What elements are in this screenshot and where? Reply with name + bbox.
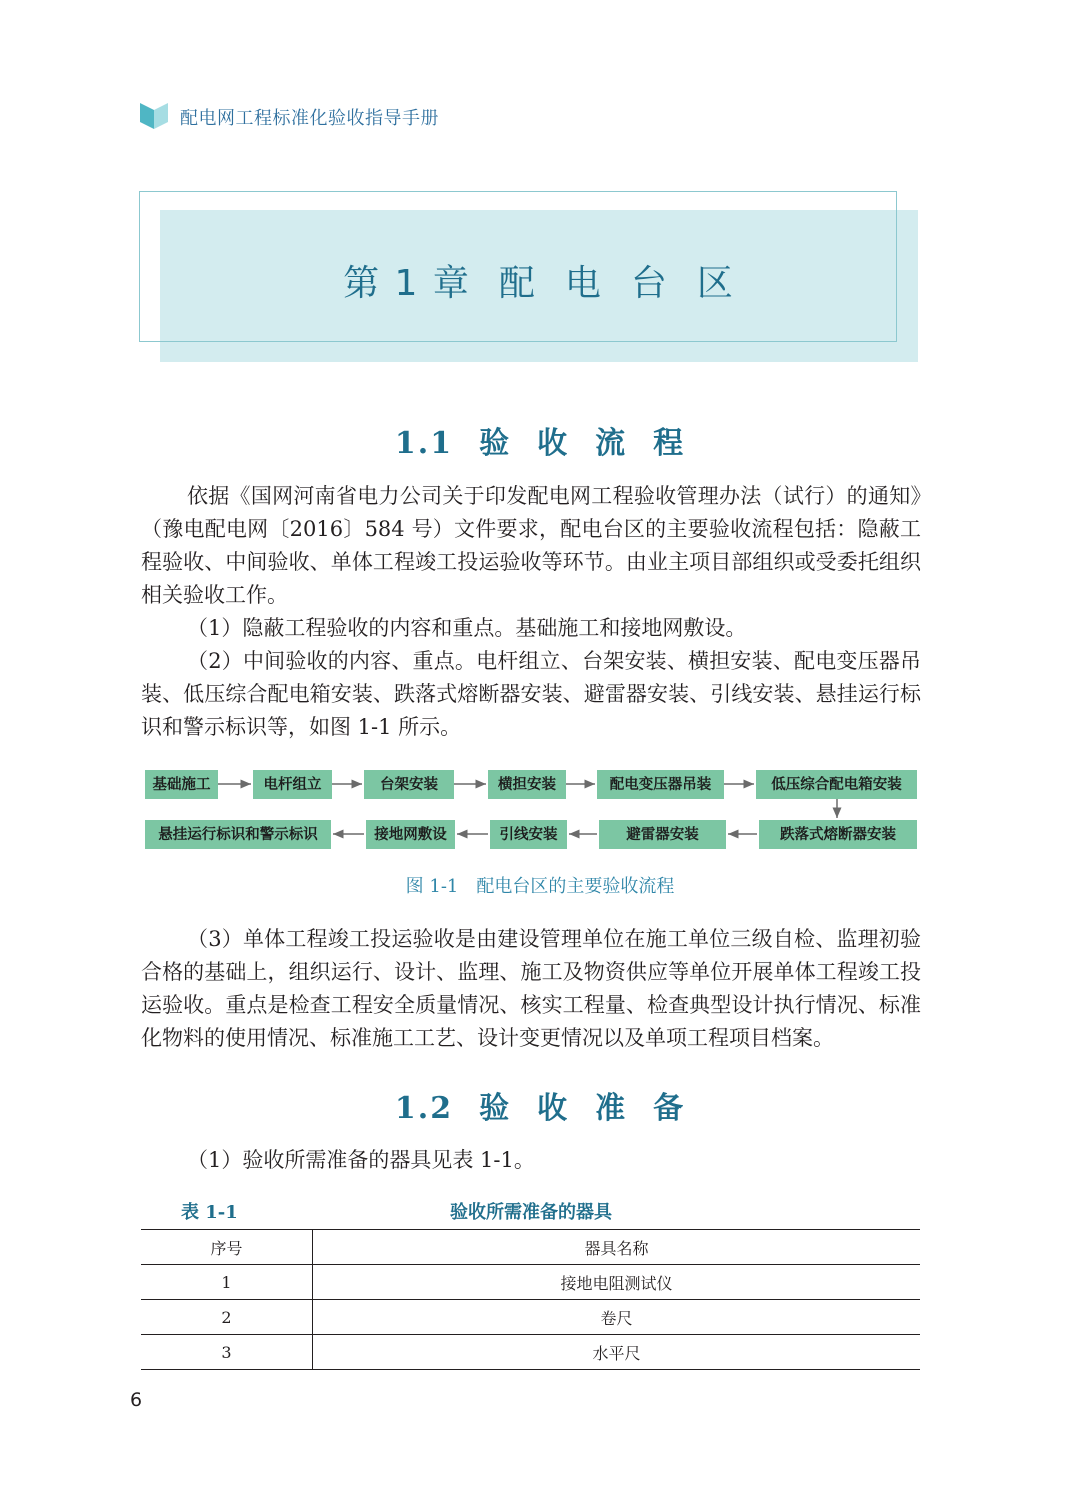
table-cell-name: 接地电阻测试仪	[313, 1265, 921, 1300]
section-title-char: 收	[537, 1091, 570, 1126]
flow-step-crossarm: 横担安装	[488, 770, 566, 799]
table-cell-index: 1	[141, 1265, 313, 1300]
table-title: 验收所需准备的器具	[450, 1202, 612, 1223]
paragraph-item-2: （2）中间验收的内容、重点。电杆组立、台架安装、横担安装、配电变压器吊装、低压综合配电箱安装、跌落式熔断器安装、避雷器安装、引线安装、悬挂运行标识和警示标识等，如图 1-1 所示。	[141, 649, 921, 739]
chapter-title-char: 电	[564, 263, 603, 304]
section-title-char: 准	[595, 1091, 628, 1126]
section-title-char: 验	[479, 426, 512, 461]
section-number: 1.1	[394, 426, 454, 461]
flow-step-fuse: 跌落式熔断器安装	[759, 820, 917, 849]
chapter-title-char: 配	[498, 263, 537, 304]
paragraph-tools-intro: （1）验收所需准备的器具见表 1-1。	[187, 1148, 535, 1172]
flow-step-leads: 引线安装	[490, 820, 567, 849]
table-header-index: 序号	[141, 1230, 313, 1265]
section-title-char: 流	[595, 426, 628, 461]
section-title-char: 程	[653, 426, 686, 461]
flow-step-transformer: 配电变压器吊装	[597, 770, 724, 799]
flow-step-foundation: 基础施工	[145, 770, 218, 799]
paragraph-item-3: （3）单体工程竣工投运验收是由建设管理单位在施工单位三级自检、监理初验合格的基础上，组织运行、设计、监理、施工及物资供应等单位开展单体工程竣工投运验收。重点是检查工程安全质量情况、核实工程量、检查典型设计执行情况、标准化物料的使用情况、标准施工工艺、设计变更情况以及单项工程项目档案。	[141, 927, 921, 1050]
table-label: 表 1-1	[181, 1202, 238, 1223]
flow-step-grounding: 接地网敷设	[366, 820, 455, 849]
table-cell-name: 卷尺	[313, 1300, 921, 1335]
table-header-row	[141, 1230, 920, 1265]
flow-step-lv-box: 低压综合配电箱安装	[756, 770, 917, 799]
figure-caption-text: 配电台区的主要验收流程	[476, 876, 675, 897]
book-title: 配电网工程标准化验收指导手册	[180, 108, 439, 129]
paragraph-intro: 依据《国网河南省电力公司关于印发配电网工程验收管理办法（试行）的通知》（豫电配电网〔2016〕584 号）文件要求，配电台区的主要验收流程包括：隐蔽工程验收、中间验收、单体工程竣工投运验收等环节。由业主项目部组织或受委托组织相关验收工作。	[141, 484, 921, 607]
paragraph-item-1: （1）隐蔽工程验收的内容和重点。基础施工和接地网敷设。	[187, 616, 747, 640]
table-row	[141, 1335, 920, 1370]
flow-step-arrester: 避雷器安装	[599, 820, 726, 849]
table-row	[141, 1300, 920, 1335]
table-cell-index: 2	[141, 1300, 313, 1335]
chapter-number: 第 1 章	[343, 263, 471, 304]
table-row	[141, 1265, 920, 1300]
section-title-char: 验	[479, 1091, 512, 1126]
page-number: 6	[130, 1389, 143, 1411]
flow-step-platform: 台架安装	[364, 770, 454, 799]
chapter-title-char: 台	[630, 263, 669, 304]
table-cell-name: 水平尺	[313, 1335, 921, 1370]
table-cell-index: 3	[141, 1335, 313, 1370]
section-title-1-2	[0, 1083, 1080, 1127]
chapter-title-char: 区	[696, 263, 735, 304]
section-title-char: 备	[653, 1091, 686, 1126]
flow-step-pole-erection: 电杆组立	[253, 770, 332, 799]
tools-table	[141, 1229, 920, 1370]
figure-caption	[0, 872, 1080, 898]
section-title-char: 收	[537, 426, 570, 461]
section-number: 1.2	[394, 1091, 454, 1126]
flow-step-signage: 悬挂运行标识和警示标识	[145, 820, 331, 849]
table-header-name: 器具名称	[313, 1230, 921, 1265]
figure-number: 图 1-1	[405, 876, 459, 897]
